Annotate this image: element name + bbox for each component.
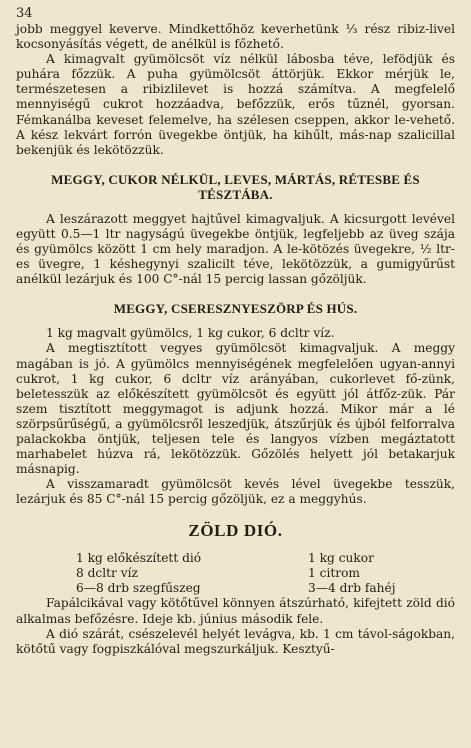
ingredient-item: 1 kg előkészített dió (76, 551, 202, 566)
section2-lead: 1 kg magvalt gyümölcs, 1 kg cukor, 6 dcltr víz. (46, 326, 335, 341)
ingredient-item: 3—4 drb fahéj (308, 581, 396, 596)
intro-paragraph-1: jobb meggyel keverve. Mindkettőhöz keverhetünk ⅓ rész ribiz-livel kocsonyásítás végett, de anélkül is főzhető. (16, 22, 455, 52)
section2-paragraph-1: A megtisztított vegyes gyümölcsöt kimagvaljuk. A meggy magában is jó. A gyümölcs mennyiségének megfelelően ugyan-annyi cukrot, 1 kg cukor, 6 dcltr víz arányában, cukorlevet fő-zünk, beletesszük az előkészített gyümölcsöt és együtt jól átfőz-zük. Pár szem tisztított meggymagot is adjunk hozzá. Mikor már a lé szörpsűrűségű, a gyümölcsről leszedjük, átszűrjük és újból felforralva palackokba öntjük, teljesen tele és langyos vízben megáztatott marhabelet húzva rá, lekötözzük. Gőzölés helyett jól betakarjuk másnapig. (16, 341, 455, 477)
ingredient-item: 1 citrom (308, 566, 360, 581)
section2-paragraph-2: A visszamaradt gyümölcsöt kevés lével üvegekbe tesszük, lezárjuk és 85 C°-nál 15 percig gőzöljük, ez a meggyhús. (16, 477, 455, 507)
section3-paragraph-2: A dió szárát, csészelevél helyét levágva, kb. 1 cm távol-ságokban, kötőtű vagy fogpiszkálóval megszurkáljuk. Kesztyű- (16, 626, 455, 656)
page-number: 34 (16, 6, 33, 21)
intro-paragraph-2: A kimagvalt gyümölcsöt víz nélkül lábosba téve, lefödjük és puhára főzzük. A puha gyümölcsöt áttörjük. Ekkor mérjük le, természetesen a ribizlilevet is hozzá számítva. A megfelelő mennyiségű cukrot hozzáadva, befőzzük, erős tűznél, gyorsan. Fémkanálba keveset felemelve, ha szélesen cseppen, akkor le-vehető. A kész lekvárt forrón üvegekbe öntjük, ha kihűlt, más-nap szalicillal bekenjük és lekötözzük. (16, 52, 455, 157)
section1-paragraph: A leszárazott meggyet hajtűvel kimagvaljuk. A kicsurgott levével együtt 0.5—1 ltr nagyságú üvegekbe öntjük, legfeljebb az üveg szája és gyümölcs között 1 cm hely maradjon. A le-kötözés üvegekre, ½ ltr-es üvegre, 1 késhegynyi szalicilt téve, lekötözzük, a gumigyűrűst anélkül lezárjuk és 100 C°-nál 15 percig lassan gőzöljük. (16, 211, 455, 287)
section-title-meggy-szorp: MEGGY, CSERESZNYESZÖRP ÉS HÚS. (113, 301, 358, 317)
ingredient-item: 8 dcltr víz (76, 566, 138, 581)
ingredient-list (76, 551, 455, 596)
section3-paragraph-1: Fapálcikával vagy kötőtűvel könnyen átszúrható, kifejtett zöld dió alkalmas befőzésre. Ideje kb. június második fele. (16, 596, 455, 626)
section-title-zold-dio: ZÖLD DIÓ. (188, 521, 283, 541)
ingredient-item: 6—8 drb szegfűszeg (76, 581, 201, 596)
ingredient-item: 1 kg cukor (308, 551, 374, 566)
section-title-meggy-cukor-nelkul: MEGGY, CUKOR NÉLKÜL, LEVES, MÁRTÁS, RÉTESBE ÉS TÉSZTÁBA. (51, 171, 420, 202)
